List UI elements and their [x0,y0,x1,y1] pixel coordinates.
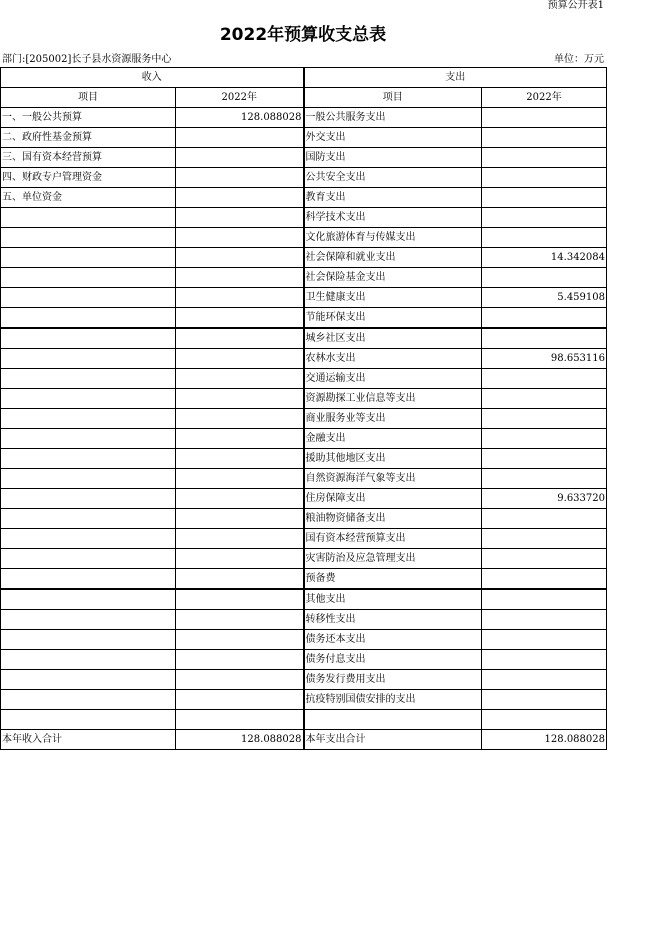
income-item-cell [1,589,176,610]
income-value-cell [176,288,304,308]
income-header: 收入 [1,68,304,88]
table-row [1,128,607,148]
table-row [1,549,607,569]
expense-value-cell [482,549,607,569]
income-item-cell [1,690,176,710]
income-value-cell [176,328,304,349]
expense-value-cell [482,228,607,248]
expense-value-cell [482,529,607,549]
expense-header: 支出 [304,68,607,88]
total-expense-label: 本年支出合计 [304,730,482,750]
table-row [1,228,607,248]
expense-item-cell: 社会保障和就业支出 [304,248,482,268]
table-row [1,529,607,549]
expense-value-cell: 98.653116 [482,349,607,369]
income-value-cell [176,650,304,670]
expense-item-cell: 国有资本经营预算支出 [304,529,482,549]
expense-item-cell: 一般公共服务支出 [304,108,482,128]
income-value-cell [176,670,304,690]
table-row [1,469,607,489]
income-value-cell [176,208,304,228]
expense-item-cell: 其他支出 [304,589,482,610]
table-row [1,148,607,168]
table-row [1,509,607,529]
income-item-cell [1,529,176,549]
expense-item-cell: 国防支出 [304,148,482,168]
expense-value-cell [482,569,607,590]
income-item-cell [1,389,176,409]
income-item-cell [1,268,176,288]
expense-value-cell [482,449,607,469]
income-item-cell [1,208,176,228]
table-row [1,349,607,369]
table-row [1,248,607,268]
expense-item-cell: 灾害防治及应急管理支出 [304,549,482,569]
income-item-cell [1,449,176,469]
expense-value-cell [482,509,607,529]
expense-item-cell: 资源勘探工业信息等支出 [304,389,482,409]
expense-value-cell [482,328,607,349]
table-row [1,188,607,208]
income-value-cell [176,268,304,288]
table-row [1,168,607,188]
income-item-cell [1,710,176,730]
income-value-cell [176,710,304,730]
income-item-cell [1,509,176,529]
income-value-cell [176,690,304,710]
total-income-value: 128.088028 [176,730,304,750]
income-item-cell: 四、财政专户管理资金 [1,168,176,188]
expense-item-cell: 教育支出 [304,188,482,208]
expense-value-cell [482,429,607,449]
expense-item-cell: 援助其他地区支出 [304,449,482,469]
income-item-cell [1,569,176,590]
expense-item-header: 项目 [304,88,482,108]
expense-item-cell: 文化旅游体育与传媒支出 [304,228,482,248]
income-value-cell [176,509,304,529]
income-value-cell [176,610,304,630]
expense-item-cell: 节能环保支出 [304,308,482,329]
totals-row [1,730,607,750]
expense-value-cell: 9.633720 [482,489,607,509]
table-number-label: 预算公开表1 [547,0,604,11]
income-value-cell [176,489,304,509]
table-row [1,328,607,349]
income-item-cell [1,248,176,268]
expense-value-cell [482,589,607,610]
expense-value-cell [482,148,607,168]
income-item-cell: 二、政府性基金预算 [1,128,176,148]
income-value-cell [176,369,304,389]
income-item-cell [1,288,176,308]
table-row [1,429,607,449]
table-row [1,710,607,730]
income-item-cell [1,610,176,630]
table-row [1,389,607,409]
table-row [1,670,607,690]
income-item-cell [1,409,176,429]
income-item-cell: 五、单位资金 [1,188,176,208]
income-item-cell: 三、国有资本经营预算 [1,148,176,168]
income-value-cell: 128.088028 [176,108,304,128]
income-value-cell [176,529,304,549]
expense-value-cell [482,610,607,630]
table-row [1,308,607,329]
income-value-cell [176,349,304,369]
income-item-cell [1,549,176,569]
department-label: 部门:[205002]长子县水资源服务中心 [2,54,172,65]
income-value-cell [176,168,304,188]
income-item-cell [1,228,176,248]
expense-item-cell: 自然资源海洋气象等支出 [304,469,482,489]
expense-item-cell: 农林水支出 [304,349,482,369]
table-row [1,569,607,590]
page-title: 2022年预算收支总表 [219,25,387,45]
income-value-cell [176,188,304,208]
income-item-cell [1,429,176,449]
expense-value-cell [482,308,607,329]
expense-item-cell: 粮油物资储备支出 [304,509,482,529]
income-value-cell [176,569,304,590]
expense-item-cell [304,710,482,730]
income-value-cell [176,630,304,650]
income-item-cell [1,328,176,349]
income-item-cell [1,630,176,650]
table-row [1,108,607,128]
income-value-cell [176,409,304,429]
expense-value-cell [482,690,607,710]
total-expense-value: 128.088028 [482,730,607,750]
expense-value-cell [482,108,607,128]
expense-item-cell: 卫生健康支出 [304,288,482,308]
income-value-cell [176,248,304,268]
table-row [1,369,607,389]
expense-value-cell [482,469,607,489]
expense-value-cell [482,650,607,670]
expense-value-cell [482,409,607,429]
budget-table [0,67,607,750]
total-income-label: 本年收入合计 [1,730,176,750]
unit-label: 单位：万元 [554,54,604,65]
expense-item-cell: 债务发行费用支出 [304,670,482,690]
income-value-cell [176,128,304,148]
income-item-cell [1,369,176,389]
expense-value-cell [482,268,607,288]
income-value-cell [176,449,304,469]
expense-value-cell [482,389,607,409]
expense-value-cell [482,670,607,690]
income-value-cell [176,308,304,329]
expense-value-cell: 5.459108 [482,288,607,308]
table-row [1,208,607,228]
table-row [1,589,607,610]
section-header-row [1,68,607,88]
table-row [1,409,607,429]
expense-item-cell: 债务还本支出 [304,630,482,650]
expense-value-cell [482,630,607,650]
expense-item-cell: 抗疫特别国债安排的支出 [304,690,482,710]
expense-item-cell: 商业服务业等支出 [304,409,482,429]
expense-value-cell [482,208,607,228]
expense-item-cell: 公共安全支出 [304,168,482,188]
income-value-cell [176,549,304,569]
income-item-cell [1,670,176,690]
expense-item-cell: 转移性支出 [304,610,482,630]
expense-item-cell: 社会保险基金支出 [304,268,482,288]
expense-value-cell [482,710,607,730]
table-row [1,288,607,308]
income-item-cell [1,650,176,670]
expense-item-cell: 金融支出 [304,429,482,449]
expense-value-cell [482,369,607,389]
expense-item-cell: 住房保障支出 [304,489,482,509]
table-row [1,650,607,670]
income-value-cell [176,228,304,248]
column-header-row [1,88,607,108]
expense-value-cell [482,128,607,148]
income-item-cell [1,489,176,509]
expense-value-cell [482,168,607,188]
income-value-cell [176,469,304,489]
income-value-cell [176,589,304,610]
expense-item-cell: 交通运输支出 [304,369,482,389]
income-year-header: 2022年 [176,88,304,108]
income-item-cell: 一、一般公共预算 [1,108,176,128]
expense-item-cell: 科学技术支出 [304,208,482,228]
expense-year-header: 2022年 [482,88,607,108]
expense-value-cell [482,188,607,208]
expense-item-cell: 预备费 [304,569,482,590]
expense-item-cell: 债务付息支出 [304,650,482,670]
income-value-cell [176,429,304,449]
income-item-cell [1,349,176,369]
expense-item-cell: 城乡社区支出 [304,328,482,349]
income-item-cell [1,469,176,489]
table-row [1,690,607,710]
expense-item-cell: 外交支出 [304,128,482,148]
income-item-header: 项目 [1,88,176,108]
income-value-cell [176,148,304,168]
income-item-cell [1,308,176,329]
table-row [1,610,607,630]
table-row [1,268,607,288]
table-row [1,630,607,650]
expense-value-cell: 14.342084 [482,248,607,268]
table-row [1,449,607,469]
table-row [1,489,607,509]
income-value-cell [176,389,304,409]
